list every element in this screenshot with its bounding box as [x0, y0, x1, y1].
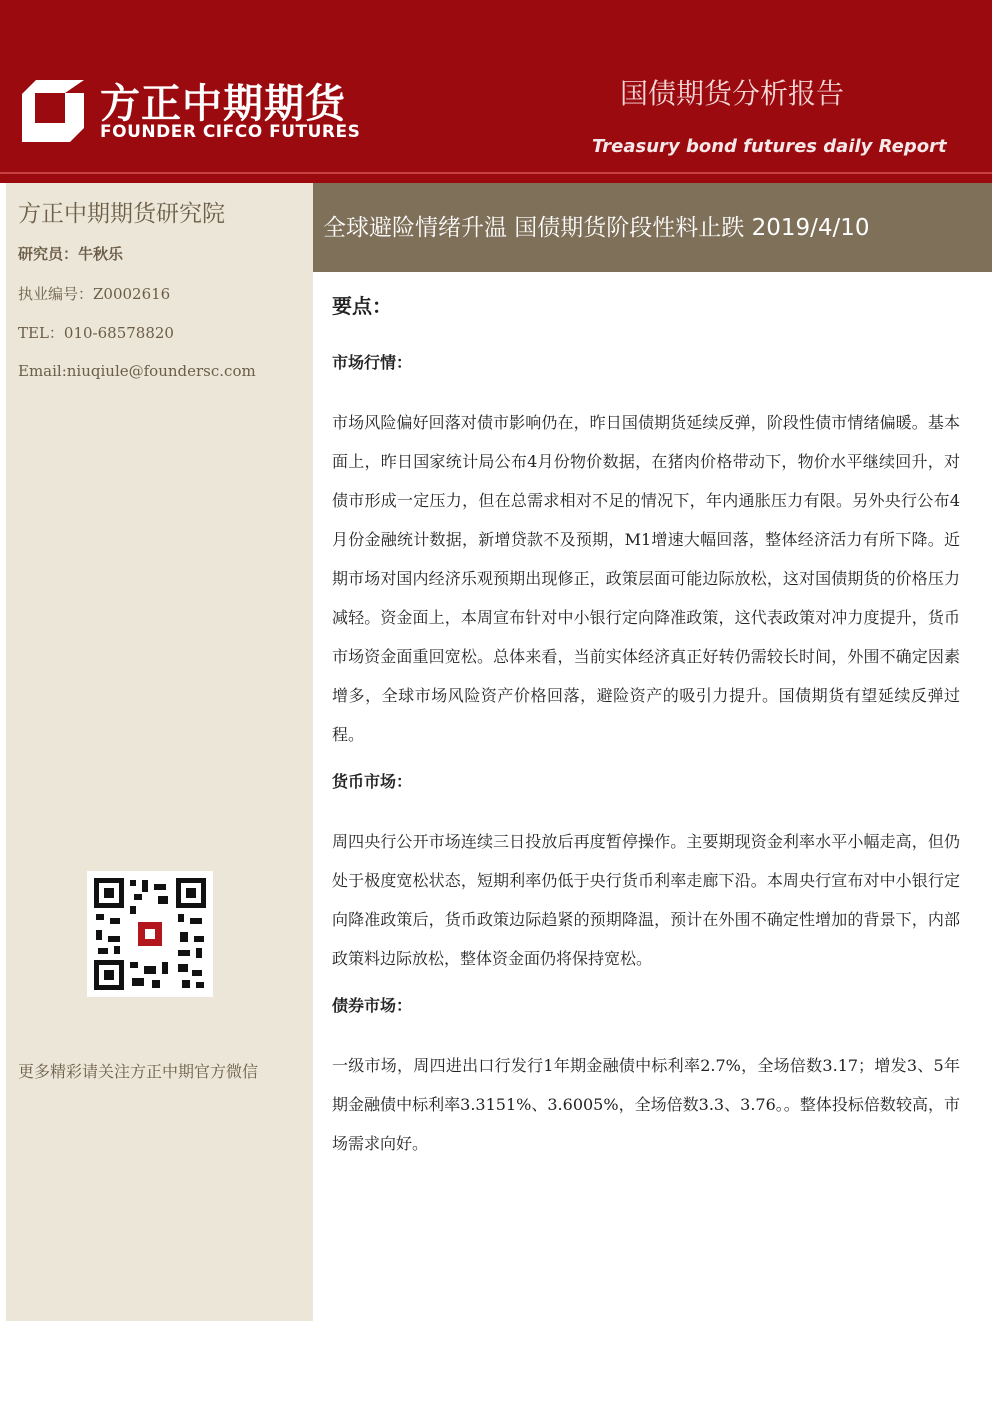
section-heading-market: 市场行情：: [332, 353, 413, 372]
email-address: Email:niuqiule@foundersc.com: [18, 362, 256, 380]
wechat-qr-code: [87, 871, 213, 997]
section-text-bond: 一级市场，周四进出口行发行1年期金融债中标利率2.7%，全场倍数3.17；增发3、5年期金融债中标利率3.3151%、3.6005%，全场倍数3.3、3.76。。整体投标倍数较高，市场需求向好。: [332, 1056, 960, 1153]
qr-code-icon: [94, 878, 206, 990]
brand-name-cn: 方正中期期货: [100, 81, 346, 127]
header-rule: [0, 172, 992, 174]
section-text-money: 周四央行公开市场连续三日投放后再度暂停操作。主要期现资金利率水平小幅走高，但仍处于极度宽松状态，短期利率仍低于央行货币利率走廊下沿。本周央行宣布对中小银行定向降准政策后，货币政策边际趋紧的预期降温，预计在外围不确定性增加的背景下，内部政策料边际放松，整体资金面仍将保持宽松。: [332, 832, 960, 968]
report-title-en: Treasury bond futures daily Report: [592, 136, 947, 157]
follow-wechat-note: 更多精彩请关注方正中期官方微信: [18, 1062, 259, 1081]
founder-logo-icon: [22, 80, 84, 142]
researcher-name: 研究员：牛秋乐: [18, 245, 124, 263]
title-banner: [313, 183, 992, 272]
key-points-heading: 要点：: [332, 294, 392, 318]
section-text-market: 市场风险偏好回落对债市影响仍在，昨日国债期货延续反弹，阶段性债市情绪偏暖。基本面上，昨日国家统计局公布4月份物价数据，在猪肉价格带动下，物价水平继续回升，对债市形成一定压力，但在总需求相对不足的情况下，年内通胀压力有限。另外央行公布4月份金融统计数据，新增贷款不及预期，M1增速大幅回落，整体经济活力有所下降。近期市场对国内经济乐观预期出现修正，政策层面可能边际放松，这对国债期货的价格压力减轻。资金面上，本周宣布针对中小银行定向降准政策，这代表政策对冲力度提升，货币市场资金面重回宽松。总体来看，当前实体经济真正好转仍需较长时间，外围不确定因素增多，全球市场风险资产价格回落，避险资产的吸引力提升。国债期货有望延续反弹过程。: [332, 413, 960, 744]
sidebar: [6, 183, 313, 1321]
section-heading-bond: 债券市场：: [332, 996, 413, 1015]
report-body: [332, 290, 960, 1179]
report-header: [0, 0, 992, 183]
license-number: 执业编号：Z0002616: [18, 285, 171, 303]
section-heading-money: 货币市场：: [332, 772, 413, 791]
institute-name: 方正中期期货研究院: [18, 201, 225, 227]
report-title-cn: 国债期货分析报告: [620, 77, 845, 110]
report-headline: 全球避险情绪升温 国债期货阶段性料止跌 2019/4/10: [323, 215, 870, 241]
brand-name-en: FOUNDER CIFCO FUTURES: [100, 122, 361, 142]
telephone: TEL：010-68578820: [18, 324, 174, 342]
